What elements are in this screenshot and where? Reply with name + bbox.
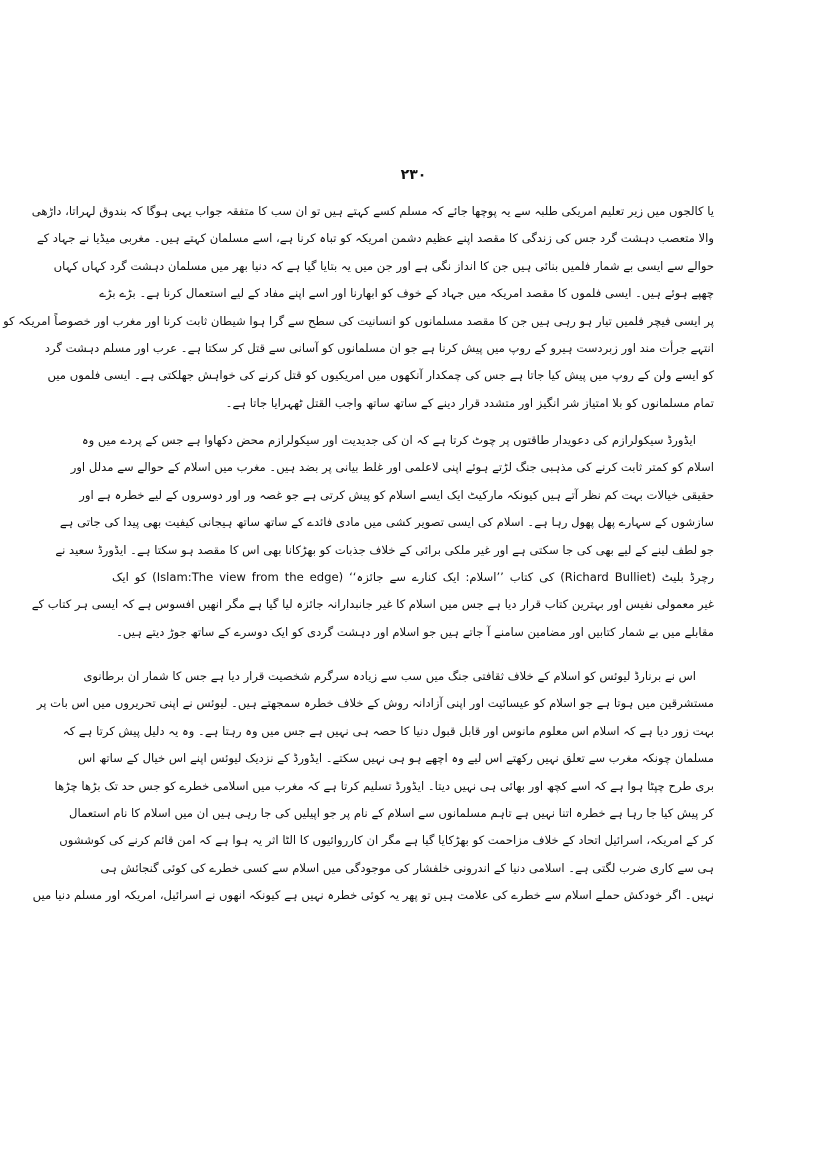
text-line: کو ایسے ولن کے روپ میں پیش کیا جاتا ہے جس کی چمکدار آنکھوں میں امریکیوں کو قتل کرنے کی خواہش جھلکتی ہے۔ ایسی فلموں میں (47, 368, 714, 383)
text-line: بری طرح چپٹا ہوا ہے کہ اسے کچھ اور بھائی ہی نہیں دیتا۔ ایڈورڈ تسلیم کرتا ہے کہ مغرب میں اسلامی خطرے کو جس حد تک بڑھا چڑھا (54, 778, 714, 793)
text-line: جو لطف لینے کے لیے بھی کی جا سکتی ہے اور غیر ملکی برائی کے خلاف جذبات کو بھڑکانا بھی اس کا مقصد ہو سکتا ہے۔ ایڈورڈ سعید نے (55, 542, 714, 557)
paragraph-2 (31, 427, 714, 646)
text-line: چھپے ہوئے ہیں۔ ایسی فلموں کا مقصد امریکہ میں جہاد کے خوف کو ابھارنا اور اسے اپنے مفاد کے لیے استعمال کرنا ہے۔ بڑے بڑے (99, 286, 714, 301)
text-line: بہت زور دیا ہے کہ اسلام اس معلوم مانوس اور قابل قبول دنیا کا حصہ ہی نہیں ہے جس میں وہ رہتا ہے۔ وہ یہ دلیل پیش کرتا ہے کہ (62, 723, 714, 738)
text-line: والا متعصب دہشت گرد جس کی زندگی کا مقصد اپنے عظیم دشمن امریکہ کو تباہ کرنا ہے، اسے مسلمان کہتے ہیں۔ مغربی میڈیا نے جہاد کے (36, 231, 714, 246)
text-line: نہیں۔ اگر خودکش حملے اسلام سے خطرے کی علامت ہیں تو پھر یہ کوئی خطرہ نہیں ہے کیونکہ انھوں نے اسرائیل، امریکہ اور مسلم دنیا میں (32, 888, 714, 903)
text-line: حقیقی خیالات بہت کم نظر آتے ہیں کیونکہ مارکیٹ ایک ایسے اسلام کو پیش کرتی ہے جو غصہ ور اور دوسروں کے لیے خطرہ ہے اور (79, 487, 714, 502)
paragraph-1 (3, 198, 714, 417)
text-line: یا کالجوں میں زیر تعلیم امریکی طلبہ سے یہ پوچھا جائے کہ مسلم کسے کہتے ہیں تو ان سب کا متفقہ جواب یہی ہوگا کہ بندوق لہراتا، داڑھی (31, 204, 714, 218)
text-line: کر پیش کیا جا رہا ہے خطرہ اتنا نہیں ہے تاہم مسلمانوں سے اسلام کے نام پر جو اپیلیں کی جا رہی ہیں ان میں اسلام کا نام استعمال (69, 805, 714, 820)
text-line: کر کے امریکہ، اسرائیل اتحاد کے خلاف مزاحمت کو بھڑکایا گیا ہے مگر ان کارروائیوں کا الٹا اثر یہ ہوا ہے کہ امن قائم کرنے کی کوششوں (59, 833, 714, 848)
text-line: اس نے برنارڈ لیوئس کو اسلام کے خلاف ثقافتی جنگ میں سب سے زیادہ سرگرم شخصیت قرار دیا ہے جس کا شمار ان برطانوی (83, 669, 696, 683)
text-line: مسلمان چونکہ مغرب سے تعلق نہیں رکھتے اس لیے وہ اچھے ہو ہی نہیں سکتے۔ ایڈورڈ کے نزدیک لیوئس اپنے اس خیال کے ساتھ اس (78, 751, 714, 766)
text-line: ایڈورڈ سیکولرازم کی دعویدار طاقتوں پر چوٹ کرتا ہے کہ ان کی جدیدیت اور سیکولرازم محض دکھاوا ہے جس کے پردے میں وہ (81, 433, 696, 447)
text-line: تمام مسلمانوں کو بلا امتیاز شر انگیز اور متشدد قرار دینے کے ساتھ ساتھ واجب القتل ٹھہرایا جاتا ہے۔ (225, 395, 714, 410)
text-line: پر ایسی فیچر فلمیں تیار ہو رہی ہیں جن کا مقصد مسلمانوں کو انسانیت کی سطح سے گرا ہوا شیطان ثابت کرنا اور مغرب اور خصوصاً امریکہ کو (3, 313, 714, 328)
text-line: اسلام کو کمتر ثابت کرنے کی مذہبی جنگ لڑتے ہوئے اپنی لاعلمی اور غلط بیانی پر بضد ہیں۔ مغرب میں اسلام کے حوالے سے مدلل اور (70, 460, 714, 475)
page-number: ۲۳۰ (400, 167, 427, 183)
text-line: حوالے سے ایسی بے شمار فلمیں بنائی ہیں جن کا انداز نگی ہے اور جن میں یہ بتایا گیا ہے کہ دنیا بھر میں مسلمان دہشت گرد کہاں کہاں (53, 258, 714, 273)
text-line: غیر معمولی نفیس اور بہترین کتاب قرار دیا ہے جس میں اسلام کا غیر جانبدارانہ جائزہ لیا گیا ہے مگر انھیں افسوس ہے کہ ایسی ہر کتاب کے (31, 597, 714, 612)
text-line: مستشرقین میں ہوتا ہے جو اسلام کو عیسائیت اور اپنی آزادانہ روش کے خلاف خطرہ سمجھتے ہیں۔ لیوئس نے اپنی تحریروں میں اس بات پر (36, 696, 714, 711)
paragraph-3 (32, 663, 714, 910)
text-line: انتہے جرأت مند اور زبردست ہیرو کے روپ میں پیش کرنا ہے جو ان مسلمانوں کو آسانی سے قتل کر سکتا ہے۔ عرب اور مسلم دہشت گرد (44, 340, 714, 355)
text-line: سازشوں کے سہارے پھل پھول رہا ہے۔ اسلام کی ایسی تصویر کشی میں مادی فائدے کے ساتھ ساتھ ہیجانی کیفیت بھی پیدا کی جاتی ہے (59, 515, 714, 530)
text-line: ہی سے کاری ضرب لگتی ہے۔ اسلامی دنیا کے اندرونی خلفشار کی موجودگی میں اسلام سے کسی خطرے کی کوئی گنجائش ہی (100, 860, 714, 875)
text-line: رچرڈ بلیٹ (Richard Bulliet) کی کتاب ’’اسلام: ایک کنارے سے جائزہ‘‘ (Islam:The view from the edge) کو ایک (112, 569, 714, 584)
text-line: مقابلے میں بے شمار کتابیں اور مضامین سامنے آ جاتے ہیں جو اسلام اور دہشت گردی کو ایک دوسرے کے ساتھ جوڑ دیتے ہیں۔ (116, 624, 714, 639)
